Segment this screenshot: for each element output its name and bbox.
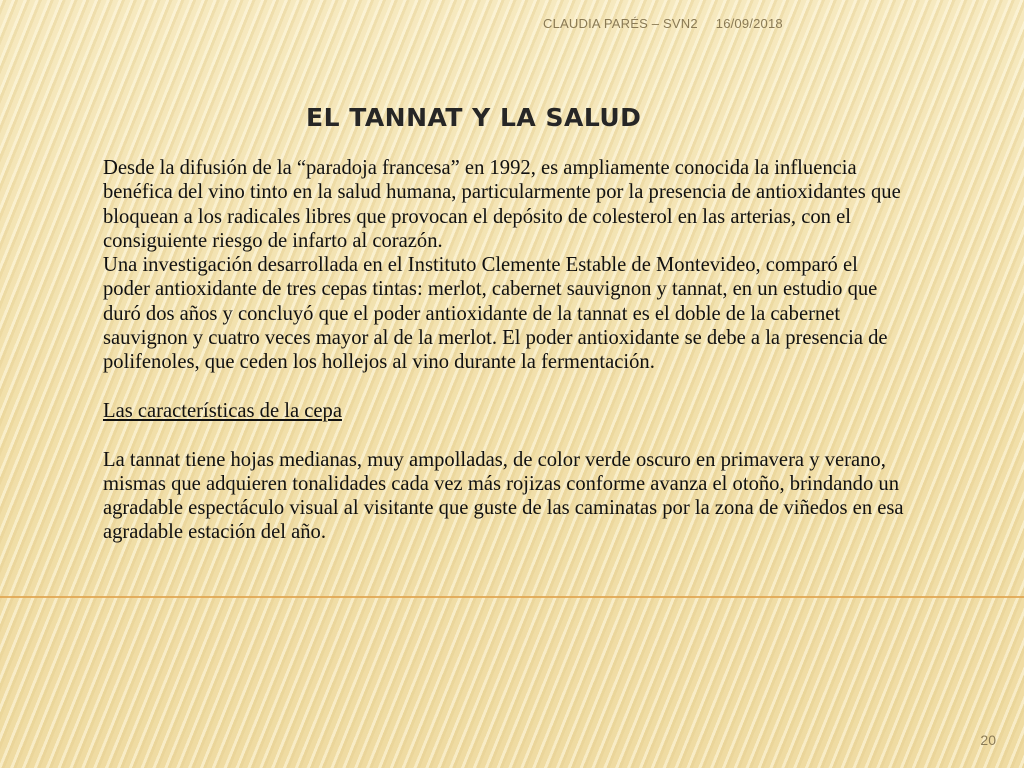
date-label: 16/09/2018 [715, 16, 783, 31]
author-label: CLAUDIA PARÉS – SVN2 [543, 16, 698, 31]
subheading-characteristics: Las características de la cepa [103, 399, 342, 422]
page-number: 20 [980, 732, 996, 748]
paragraph-french-paradox: Desde la difusión de la “paradoja francesa” en 1992, es ampliamente conocida la influencia benéfica del vino tinto en la salud humana, particularmente por la presencia de antioxidantes que bloquean a los radicales libres que provocan el depósito de colesterol en las arterias, con el consiguiente riesgo de infarto al corazón. [103, 157, 901, 252]
slide-title: EL TANNAT Y LA SALUD [306, 103, 642, 132]
accent-rule [0, 596, 1024, 598]
paragraph-leaves: La tannat tiene hojas medianas, muy ampolladas, de color verde oscuro en primavera y verano, mismas que adquieren tonalidades cada vez más rojizas conforme avanza el otoño, brindando un agradable espectáculo visual al visitante que guste de las caminatas por la zona de viñedos en esa agradable estación del año. [103, 448, 904, 544]
spacer [103, 375, 909, 399]
slide-header-meta [543, 16, 783, 31]
spacer [103, 423, 909, 447]
paragraph-research: Una investigación desarrollada en el Instituto Clemente Estable de Montevideo, comparó el poder antioxidante de tres cepas tintas: merlot, cabernet sauvignon y tannat, en un estudio que duró dos años y concluyó que el poder antioxidante de la tannat es el doble de la cabernet sauvignon y cuatro veces mayor al de la merlot. El poder antioxidante se debe a la presencia de polifenoles, que ceden los hollejos al vino durante la fermentación. [103, 254, 888, 374]
slide-body [103, 156, 909, 545]
